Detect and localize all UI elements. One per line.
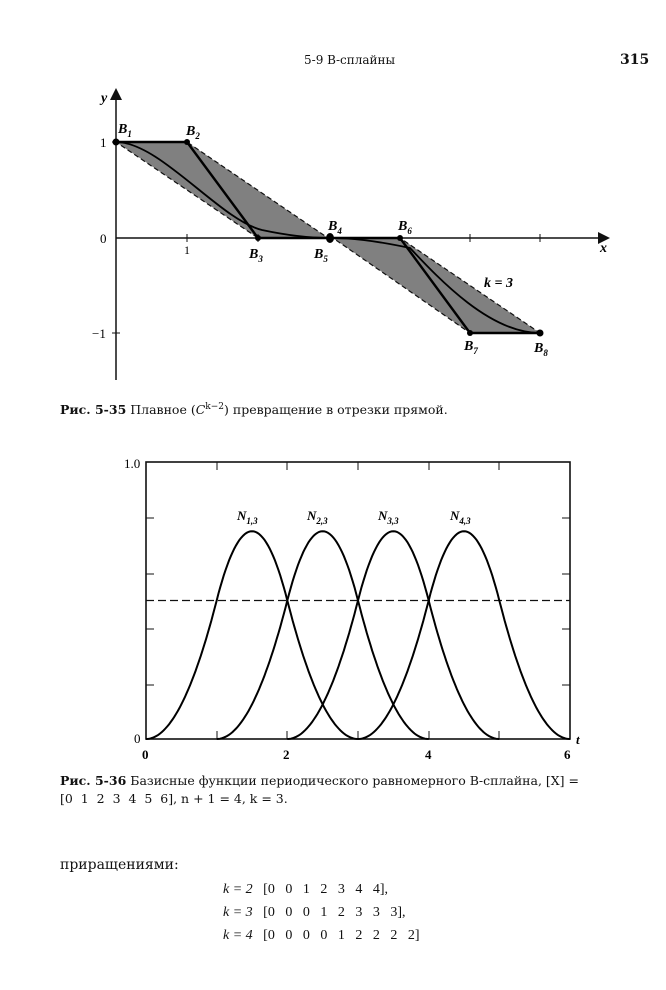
- point-label-b3: $B_3$: [249, 247, 263, 264]
- figure-5-35-caption: Рис. 5-35 Плавное $(C^{k-2})$ превращение в отрезки прямой.: [60, 402, 448, 418]
- point-label-b6: $B_6$: [398, 219, 412, 236]
- series-label-n13: $N_{1,3}$: [237, 508, 258, 526]
- equation-row: k = 3 [0 0 0 1 2 3 3 3],: [223, 905, 406, 920]
- basis-curve-4: [358, 531, 570, 739]
- equation-row: k = 2 [0 0 1 2 3 4 4],: [223, 882, 388, 897]
- x-tick-label: 1: [184, 243, 190, 257]
- y-tick-label: 1.0: [124, 456, 141, 471]
- point-label-b4: $B_4$: [328, 219, 342, 236]
- basis-curve-2: [217, 531, 429, 739]
- series-label-n43: $N_{4,3}$: [450, 508, 471, 526]
- x-tick-label: 6: [564, 747, 571, 762]
- figure-5-36: [0, 450, 666, 770]
- y-axis-label: y: [101, 91, 108, 106]
- control-point: [326, 233, 334, 243]
- order-annotation: k = 3: [484, 276, 513, 291]
- control-point: [467, 330, 473, 336]
- control-point: [113, 139, 120, 146]
- y-tick-label: 0: [134, 731, 141, 746]
- x-axis-label: x: [600, 241, 607, 256]
- caption-label: Рис. 5-36: [60, 773, 127, 788]
- series-label-n23: $N_{2,3}$: [307, 508, 328, 526]
- t-axis-label: t: [576, 732, 580, 747]
- control-point: [184, 139, 190, 145]
- body-paragraph: приращениями:: [60, 857, 179, 873]
- point-label-b1: $B_1$: [118, 122, 132, 139]
- basis-curve-1: [146, 531, 358, 739]
- point-label-b7: $B_7$: [464, 339, 478, 356]
- basis-curve-3: [287, 531, 499, 739]
- point-label-b5: $B_5$: [314, 247, 328, 264]
- equation-row: k = 4 [0 0 0 0 1 2 2 2 2]: [223, 928, 420, 943]
- x-tick-label: 4: [425, 747, 432, 762]
- figure-5-35: [0, 80, 666, 380]
- control-point: [255, 235, 261, 241]
- caption-line-2: [0 1 2 3 4 5 6], n + 1 = 4, k = 3.: [60, 791, 288, 806]
- series-label-n33: $N_{3,3}$: [378, 508, 399, 526]
- x-tick-label: 2: [283, 747, 290, 762]
- page-number: 315: [620, 52, 650, 68]
- point-label-b8: $B_8$: [534, 341, 548, 358]
- figure-5-36-caption: Рис. 5-36 Базисные функции периодического равномерного В-сплайна, [X] = [0 1 2 3 4 5 6], n + 1 = 4, k = 3.: [60, 772, 616, 808]
- running-header: 5-9 В-сплайны: [304, 53, 396, 67]
- y-tick-label: −1: [92, 326, 106, 341]
- y-tick-label: 0: [100, 231, 107, 246]
- y-tick-label: 1: [100, 135, 107, 150]
- x-tick-label: 0: [142, 747, 149, 762]
- caption-label: Рис. 5-35: [60, 402, 127, 418]
- control-point: [537, 330, 544, 337]
- point-label-b2: $B_2$: [186, 124, 200, 141]
- control-point: [397, 235, 403, 241]
